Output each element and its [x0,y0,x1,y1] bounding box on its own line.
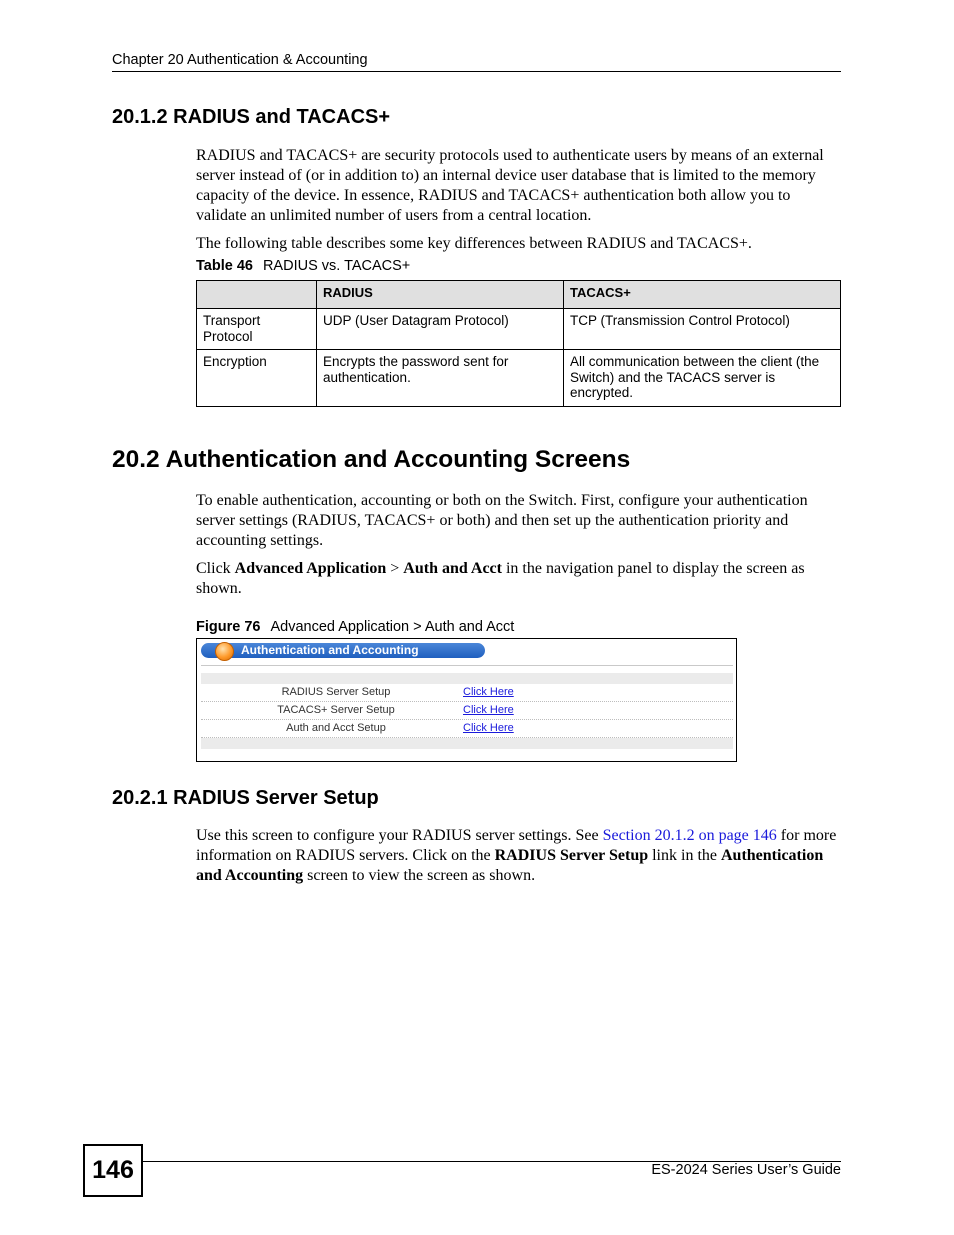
bold-term-radius-server-setup: RADIUS Server Setup [494,847,649,864]
figure-caption-number: Figure 76 [196,619,261,635]
figure-caption [196,619,514,635]
section-heading-20-2: 20.2 Authentication and Accounting Screens [112,446,631,473]
table-cell: TCP (Transmission Control Protocol) [564,309,841,350]
header-rule [112,71,841,72]
table-bottom-band [201,738,733,749]
title-divider [201,665,733,666]
body-text: link in the [648,847,721,864]
auth-acct-intro: To enable authentication, accounting or both on the Switch. First, configure your authentication server settings (RADIUS, TACACS+ or both) and then set up the authentication priority and accounting settings. [196,492,808,549]
body-text: for more information on RADIUS servers. Click on the [196,827,837,864]
instruction-separator: > [386,560,404,577]
body-text: Use this screen to configure your RADIUS server settings. See [196,827,603,844]
table-row [197,309,841,350]
section-heading-20-2-1: 20.2.1 RADIUS Server Setup [112,787,379,809]
list-item [201,720,733,738]
table-top-band [201,673,733,684]
column-header-tacacs: TACACS+ [564,281,841,309]
tacacs-server-setup-link[interactable]: Click Here [463,704,514,716]
column-header-radius: RADIUS [317,281,564,309]
menu-path-auth-and-acct: Auth and Acct [403,560,502,577]
orange-orb-icon [215,642,234,661]
running-head: Chapter 20 Authentication & Accounting [112,52,368,68]
screen-title: Authentication and Accounting [241,643,419,657]
table-caption [196,258,410,274]
bold-term-authentication-and-accounting: Authentication and Accounting [196,847,824,884]
page-number: 146 [83,1144,143,1197]
guide-title: ES-2024 Series User’s Guide [651,1162,841,1178]
screen-title-bar [201,643,485,658]
table-caption-text: RADIUS vs. TACACS+ [262,258,411,274]
column-header-blank [197,281,317,309]
section-heading-20-1-2: 20.1.2 RADIUS and TACACS+ [112,106,391,128]
table-intro: The following table describes some key differences between RADIUS and TACACS+. [196,235,752,252]
table-cell: Encryption [197,350,317,407]
tacacs-server-setup-label: TACACS+ Server Setup [277,704,395,716]
radius-server-setup-link[interactable]: Click Here [463,686,514,698]
instruction-text: Click [196,560,235,577]
table-cell: All communication between the client (the Switch) and the TACACS server is encrypted. [564,350,841,407]
auth-acct-screenshot [196,638,737,762]
table-header-row [197,281,841,309]
body-text: screen to view the screen as shown. [303,867,536,884]
instruction-text: in the navigation panel to display the screen as shown. [196,560,805,597]
radius-server-setup-intro [196,826,842,886]
table-cell: Transport Protocol [197,309,317,350]
radius-tacacs-intro: RADIUS and TACACS+ are security protocols used to authenticate users by means of an external server instead of (or in addition to) an internal device user database that is limited to the memory capacity of the device. In essence, RADIUS and TACACS+ authentication both allow you to validate an unlimited number of users from a central location. [196,147,824,224]
section-cross-reference-link[interactable]: Section 20.1.2 on page 146 [602,827,777,844]
list-item [201,702,733,720]
table-cell: Encrypts the password sent for authentication. [317,350,564,407]
radius-server-setup-label: RADIUS Server Setup [281,686,391,698]
navigation-instruction [196,559,842,599]
auth-acct-setup-link[interactable]: Click Here [463,722,514,734]
menu-path-advanced-application: Advanced Application [234,560,387,577]
auth-acct-setup-label: Auth and Acct Setup [286,722,386,734]
table-cell: UDP (User Datagram Protocol) [317,309,564,350]
radius-vs-tacacs-table [196,280,841,407]
list-item [201,684,733,702]
table-row [197,350,841,407]
table-caption-number: Table 46 [196,258,253,274]
figure-caption-text: Advanced Application > Auth and Acct [270,619,515,635]
